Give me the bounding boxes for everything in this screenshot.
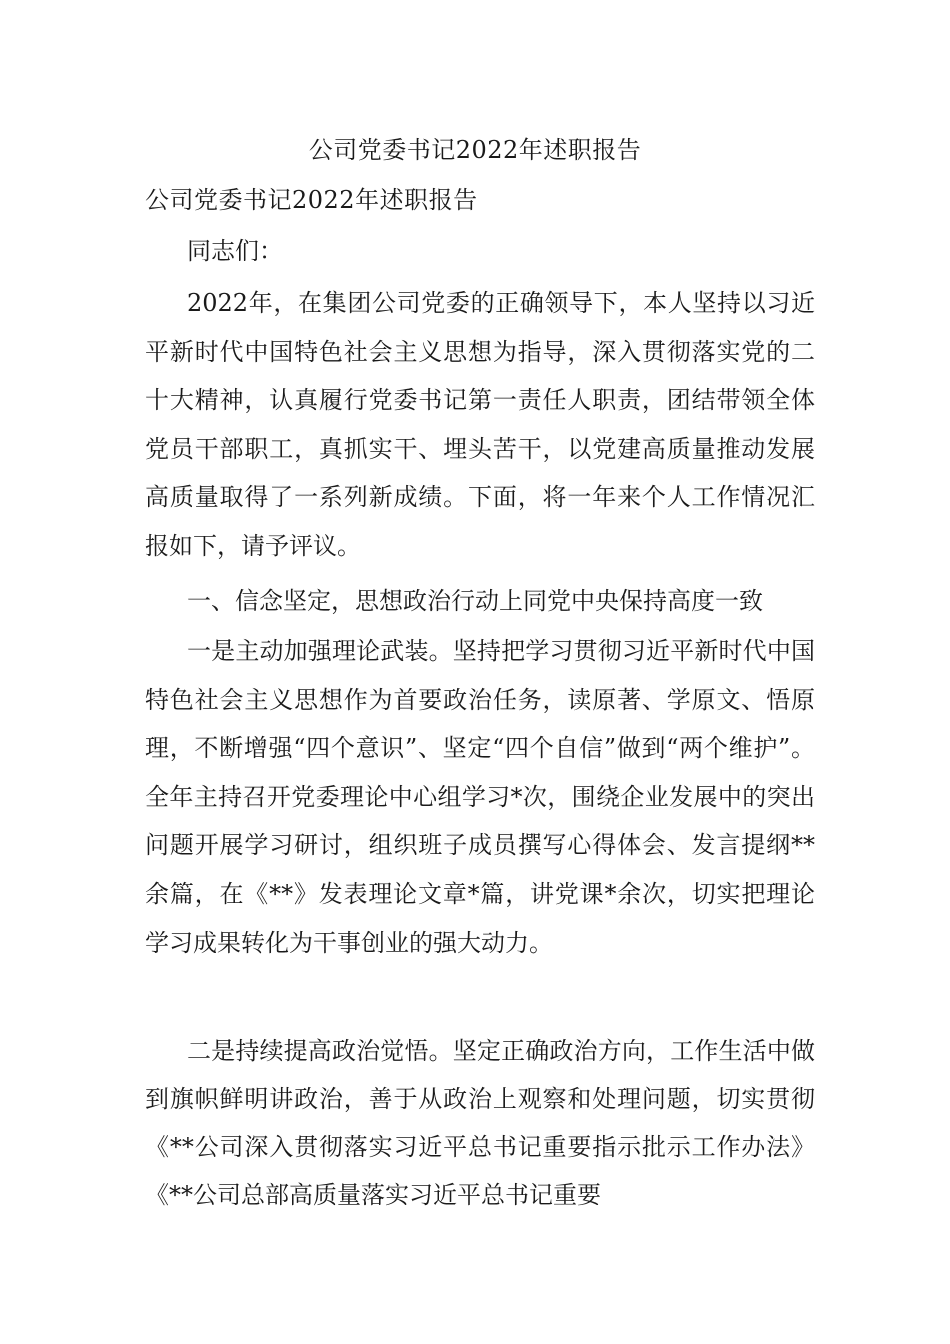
paragraph-intro: 2022年，在集团公司党委的正确领导下，本人坚持以习近平新时代中国特色社会主义思想为指导，深入贯彻落实党的二十大精神，认真履行党委书记第一责任人职责，团结带领全体党员干部职工，真抓实干、埋头苦干，以党建高质量推动发展高质量取得了一系列新成绩。下面，将一年来个人工作情况汇报如下，请予评议。 (145, 289, 815, 560)
paragraph-item-2: 二是持续提高政治觉悟。坚定正确政治方向，工作生活中做到旗帜鲜明讲政治，善于从政治上观察和处理问题，切实贯彻《**公司深入贯彻落实习近平总书记重要指示批示工作办法》《**公司总部高质量落实习近平总书记重要 (145, 1037, 815, 1209)
paragraph-item-1: 一是主动加强理论武装。坚持把学习贯彻习近平新时代中国特色社会主义思想作为首要政治任务，读原著、学原文、悟原理，不断增强“四个意识”、坚定“四个自信”做到“两个维护”。全年主持召开党委理论中心组学习*次，围绕企业发展中的突出问题开展学习研讨，组织班子成员撰写心得体会、发言提纲**余篇，在《**》发表理论文章*篇，讲党课*余次，切实把理论学习成果转化为干事创业的强大动力。 (145, 637, 815, 957)
section-heading-1: 一、信念坚定，思想政治行动上同党中央保持高度一致 (187, 587, 763, 615)
document-title: 公司党委书记2022年述职报告 (308, 136, 642, 164)
salutation: 同志们： (187, 237, 283, 265)
document-subtitle: 公司党委书记2022年述职报告 (145, 186, 478, 214)
